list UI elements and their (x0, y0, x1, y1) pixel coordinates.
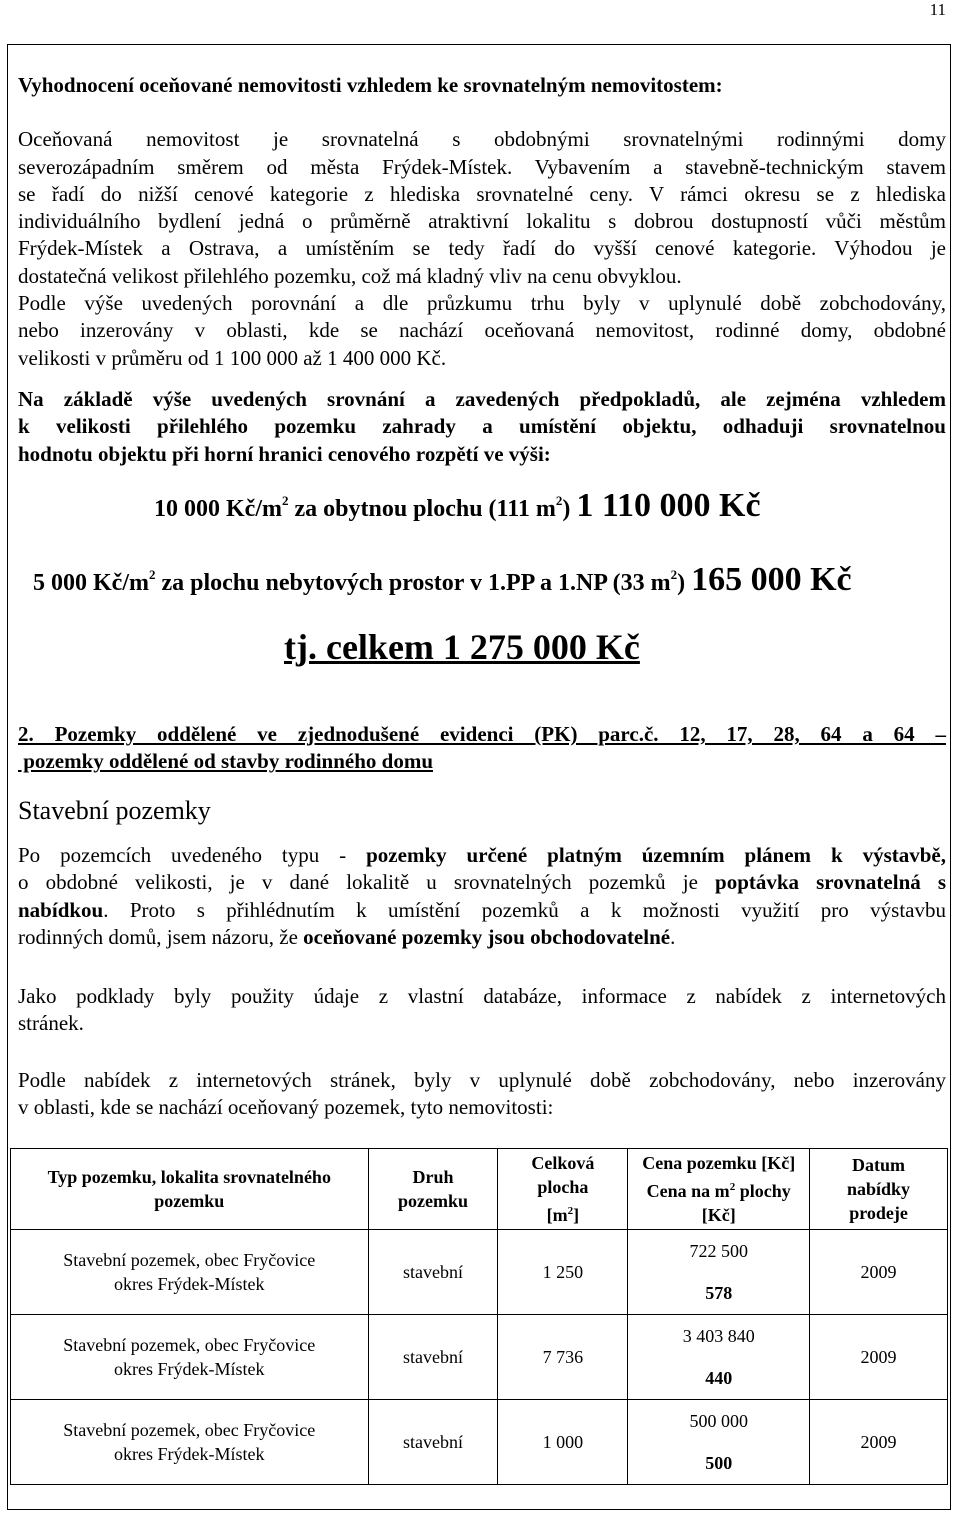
section2-title-line: 2. Pozemky oddělené ve zjednodušené evidenci (PK) parc.č. 12, 17, 28, 64 a 64 – (18, 722, 946, 746)
para-line: velikosti v průměru od 1 100 000 až 1 400 000 Kč. (18, 345, 447, 370)
area-cell: 7 736 (498, 1315, 628, 1400)
location-cell: Stavební pozemek, obec Fryčovice okres Frýdek-Místek (11, 1400, 369, 1485)
para-line: severozápadním směrem od města Frýdek-Místek. Vybavením a stavebně-technickým stavem (18, 154, 946, 179)
kind-cell: stavební (368, 1230, 498, 1315)
nonresidential-total: 165 000 Kč (691, 561, 852, 598)
header-date: Datum nabídky prodeje (810, 1149, 948, 1230)
header-price: Cena pozemku [Kč] Cena na $m^2$ plochy [Kč] (628, 1149, 810, 1230)
location-cell: Stavební pozemek, obec Fryčovice okres Frýdek-Místek (11, 1230, 369, 1315)
conclusion-line: hodnotu objektu při horní hranici cenového rozpětí ve výši: (18, 441, 551, 466)
date-cell: 2009 (810, 1230, 948, 1315)
area-cell: 1 250 (498, 1230, 628, 1315)
grand-total: tj. celkem 1 275 000 Kč (284, 627, 640, 667)
conclusion-line: k velikosti přilehlého pozemku zahrady a umístění objektu, odhaduji srovnatelnou (18, 414, 946, 439)
para-line: dostatečná velikost přilehlého pozemku, což má kladný vliv na cenu obvyklou. (18, 263, 682, 288)
offers-intro-paragraph: Podle nabídek z internetových stránek, byly v uplynulé době zobchodovány, nebo inzerovány v oblasti, kde se nachází oceňovaný pozemek, tyto nemovitosti: (18, 1068, 946, 1120)
section2-title (18, 721, 946, 776)
kind-cell: stavební (368, 1315, 498, 1400)
section2-title-line: pozemky oddělené od stavby rodinného domu (18, 749, 434, 774)
comparable-plots-table (10, 1148, 948, 1485)
result-living-area: 10 000 $Kč/m^2$ za obytnou plochu (111 $m^2$) 1 110 000 Kč (154, 487, 761, 524)
living-area-total: 1 110 000 Kč (576, 487, 761, 524)
para-line: Podle výše uvedených porovnání a dle průzkumu trhu byly v uplynulé době zobchodovány, (18, 291, 946, 316)
header-area: Celková plocha $[m^2]$ (498, 1149, 628, 1230)
header-type: Typ pozemku, lokalita srovnatelného pozemku (11, 1149, 369, 1230)
para-line: individuálního bydlení jedná o průměrně atraktivní lokalitu s dobrou dostupností vůči městům (18, 209, 946, 234)
result-nonresidential-area: 5 000 $Kč/m^2$ za plochu nebytových prostor v 1.PP a 1.NP (33 $m^2$) 165 000 Kč (33, 561, 852, 598)
price-cell: 722 500 578 (628, 1230, 810, 1315)
header-kind: Druh pozemku (368, 1149, 498, 1230)
price-cell: 3 403 840 440 (628, 1315, 810, 1400)
table-row (11, 1315, 948, 1400)
location-cell: Stavební pozemek, obec Fryčovice okres Frýdek-Místek (11, 1315, 369, 1400)
price-cell: 500 000 500 (628, 1400, 810, 1485)
conclusion-line: Na základě výše uvedených srovnání a zavedených předpokladů, ale zejména vzhledem (18, 386, 946, 411)
para-line: Oceňovaná nemovitost je srovnatelná s obdobnými srovnatelnými rodinnými domy (18, 127, 946, 152)
table-row (11, 1230, 948, 1315)
para-line: Frýdek-Místek a Ostrava, a umístěním se tedy řadí do vyšší cenové kategorie. Výhodou je (18, 236, 946, 261)
evaluation-paragraph (18, 126, 946, 372)
building-plots-paragraph: Po pozemcích uvedeného typu - pozemky určené platným územním plánem k výstavbě, o obdobné velikosti, je v dané lokalitě u srovnatelných pozemků je poptávka srovnatelná s nabídkou. Proto s přihlédnutím k umístění pozemků a k možnosti využití pro výstavbu rodinných domů, jsem názoru, že oceňované pozemky jsou obchodovatelné. (18, 843, 947, 949)
date-cell: 2009 (810, 1400, 948, 1485)
sources-paragraph: Jako podklady byly použity údaje z vlastní databáze, informace z nabídek z internetových stránek. (18, 984, 946, 1036)
evaluation-section (18, 72, 946, 468)
kind-cell: stavební (368, 1400, 498, 1485)
para-line: se řadí do nižší cenové kategorie z hlediska srovnatelné ceny. V rámci okresu se z hlediska (18, 181, 946, 206)
page-number: 11 (929, 0, 946, 19)
table-header-row (11, 1149, 948, 1230)
area-cell: 1 000 (498, 1400, 628, 1485)
date-cell: 2009 (810, 1315, 948, 1400)
building-plots-heading: Stavební pozemky (18, 796, 211, 825)
evaluation-heading: Vyhodnocení oceňované nemovitosti vzhledem ke srovnatelným nemovitostem: (18, 73, 723, 97)
para-line: nebo inzerovány v oblasti, kde se nachází oceňovaná nemovitost, rodinné domy, obdobné (18, 318, 946, 343)
conclusion-paragraph (18, 386, 946, 468)
table-row (11, 1400, 948, 1485)
